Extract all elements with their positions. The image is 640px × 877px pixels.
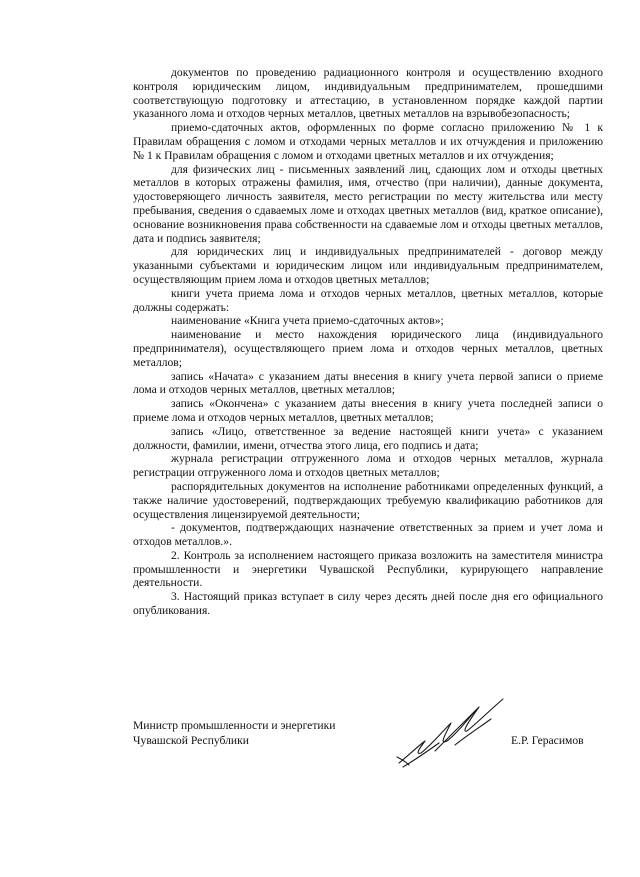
paragraph: запись «Лицо, ответственное за ведение настоящей книги учета» с указанием должности, фамилии, имени, отчества этого лица, его подпись и дата; (133, 424, 603, 452)
paragraph: документов по проведению радиационного контроля и осуществлению входного контроля юридическим лицом, индивидуальным предпринимателем, прошедшими соответствующую подготовку и аттестацию, в установленном порядке каждой партии указанного лома и отходов черных металлов, цветных металлов на взрывобезопасность; (133, 66, 603, 121)
paragraph: - документов, подтверждающих назначение ответственных за прием и учет лома и отходов металлов.». (133, 521, 603, 549)
paragraph: приемо-сдаточных актов, оформленных по форме согласно приложению № 1 к Правилам обращения с ломом и отходами черных металлов и их отчуждения и приложению № 1 к Правилам обращения с ломом и отходами цветных металлов и их отчуждения; (133, 121, 603, 162)
document-body (133, 66, 603, 618)
paragraph: журнала регистрации отгруженного лома и отходов черных металлов, журнала регистрации отгруженного лома и отходов цветных металлов; (133, 452, 603, 480)
paragraph: 2. Контроль за исполнением настоящего приказа возложить на заместителя министра промышленности и энергетики Чувашской Республики, курирующего направление деятельности. (133, 548, 603, 590)
paragraph: наименование и место нахождения юридического лица (индивидуального предпринимателя), осуществляющего прием лома и отходов черных металлов, цветных металлов; (133, 328, 603, 369)
paragraph: для физических лиц - письменных заявлений лиц, сдающих лом и отходы цветных металлов в которых отражены фамилия, имя, отчество (при наличии), данные документа, удостоверяющего личность заявителя, место регистрации по месту жительства или месту пребывания, сведения о сдаваемых ломе и отходах цветных металлов (вид, краткое описание), основание возникновения права собственности на сдаваемые лом и отходы цветных металлов, дата и подпись заявителя; (133, 162, 603, 245)
paragraph: распорядительных документов на исполнение работниками определенных функций, а также наличие удостоверений, подтверждающих требуемую квалификацию работников для осуществления лицензируемой деятельности; (133, 479, 603, 521)
signatory-title (133, 718, 335, 748)
paragraph: для юридических лиц и индивидуальных предпринимателей - договор между указанными субъектами и юридическим лицом или индивидуальным предпринимателем, осуществляющим прием лома и отходов цветных металлов; (133, 245, 603, 286)
paragraph: книги учета приема лома и отходов черных металлов, цветных металлов, которые должны содержать: (133, 286, 603, 314)
paragraph: запись «Начата» с указанием даты внесения в книгу учета первой записи о приеме лома и отходов черных металлов, цветных металлов; (133, 369, 603, 397)
signatory-title-line: Министр промышленности и энергетики (133, 719, 336, 732)
signatory-title-line: Чувашской Республики (133, 734, 249, 747)
paragraph: запись «Окончена» с указанием даты внесения в книгу учета последней записи о приеме лома и отходов черных металлов, цветных металлов; (133, 397, 603, 424)
paragraph: наименование «Книга учета приемо-сдаточных актов»; (171, 314, 444, 328)
handwritten-signature (395, 695, 507, 770)
signatory-name: Е.Р. Герасимов (511, 734, 584, 747)
paragraph: 3. Настоящий приказ вступает в силу через десять дней после дня его официального опубликования. (133, 590, 603, 618)
